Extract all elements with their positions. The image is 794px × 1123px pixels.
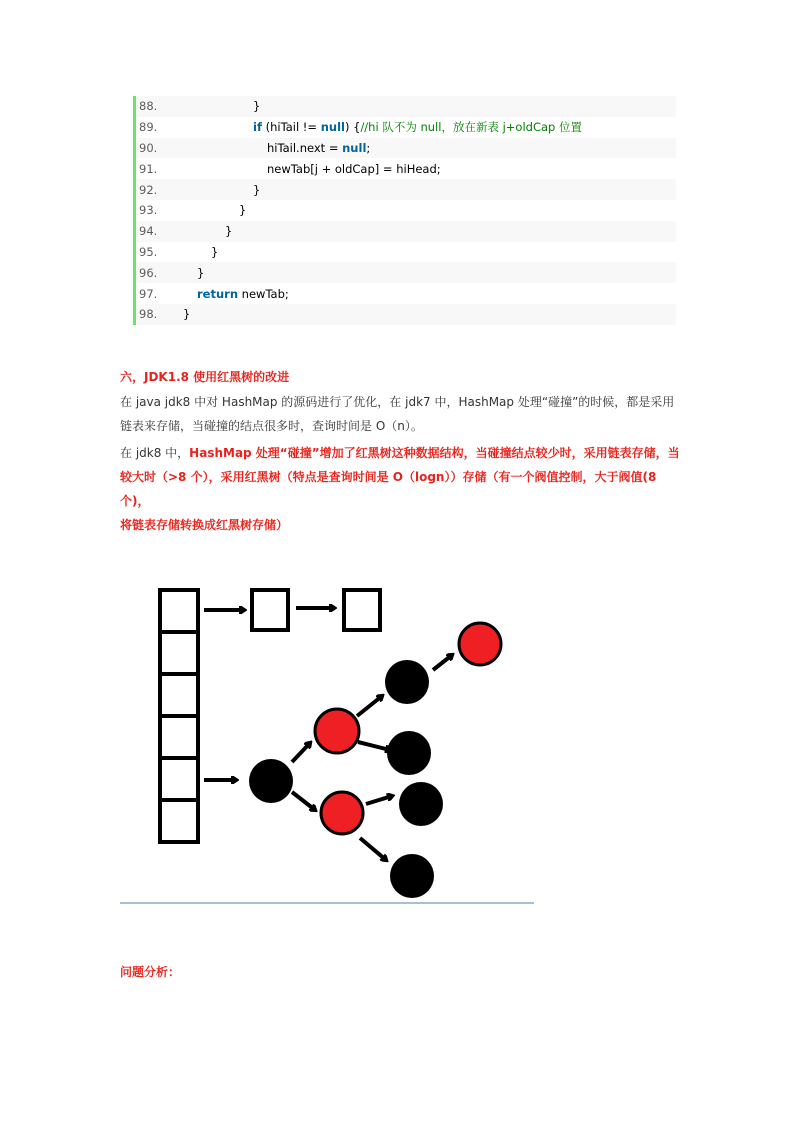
- code-line: [136, 283, 676, 304]
- red-black-tree-diagram: [120, 570, 520, 900]
- paragraph-2-highlight-3: 将链表存储转换成红黑树存储）: [120, 518, 289, 532]
- paragraph-1-line-1: 在 java jdk8 中对 HashMap 的源码进行了优化，在 jdk7 中，HashMap 处理“碰撞”的时候，都是采用: [120, 395, 675, 409]
- code-text: [167, 307, 190, 321]
- line-number: 89.: [139, 120, 158, 135]
- code-line: [136, 96, 676, 117]
- list-node: [252, 590, 288, 630]
- code-text: [167, 224, 232, 238]
- tree-node-red: [459, 623, 501, 665]
- code-token: ) {: [344, 120, 361, 135]
- code-text: [167, 99, 260, 113]
- code-line: [136, 262, 676, 283]
- line-number: 90.: [139, 140, 158, 155]
- line-number: 96.: [139, 265, 158, 280]
- tree-arrow: [292, 792, 315, 810]
- code-text: [167, 203, 246, 217]
- tree-node-black: [385, 660, 429, 704]
- tree-node-red: [315, 709, 359, 753]
- bucket-cell: [160, 800, 198, 842]
- problem-analysis-heading: 问题分析：: [120, 965, 181, 979]
- line-number: 95.: [139, 244, 158, 259]
- line-number: 97.: [139, 286, 158, 301]
- code-line: [136, 200, 676, 221]
- paragraph-2-prefix: 在 jdk8 中，: [120, 446, 190, 460]
- code-line: [136, 117, 676, 138]
- code-token: }: [239, 203, 247, 218]
- section-heading: 六，JDK1.8 使用红黑树的改进: [120, 370, 290, 384]
- code-text: [167, 245, 218, 259]
- code-comment: //hi 队不为 null，放在新表 j+oldCap 位置: [360, 120, 582, 135]
- code-token: }: [211, 244, 219, 259]
- tree-arrow: [433, 655, 452, 670]
- code-line: [136, 304, 676, 325]
- code-line: [136, 158, 676, 179]
- code-token: hiTail.next =: [267, 140, 343, 155]
- tree-arrow: [357, 696, 382, 716]
- paragraph-2-highlight-1: HashMap 处理“碰撞”增加了红黑树这种数据结构，当碰撞结点较少时，采用链表存储，当: [189, 446, 680, 460]
- code-text: [167, 162, 441, 176]
- code-keyword: return: [197, 286, 239, 301]
- bucket-cell: [160, 758, 198, 800]
- code-keyword: null: [320, 120, 345, 135]
- tree-arrow: [360, 838, 386, 860]
- code-line: [136, 138, 676, 159]
- code-keyword: if: [253, 120, 262, 135]
- code-line: [136, 221, 676, 242]
- code-token: (hiTail !=: [261, 120, 321, 135]
- code-block: [133, 96, 676, 325]
- paragraph-2: [120, 441, 680, 537]
- paragraph-1: [120, 390, 680, 438]
- bucket-cell: [160, 632, 198, 674]
- code-text: [167, 287, 289, 301]
- code-text: [167, 141, 370, 155]
- line-number: 91.: [139, 161, 158, 176]
- tree-arrow: [292, 743, 310, 762]
- code-token: }: [225, 224, 233, 239]
- code-token: newTab[j + oldCap] = hiHead;: [267, 161, 441, 176]
- code-line: [136, 179, 676, 200]
- tree-node-black: [387, 731, 431, 775]
- code-text: [167, 266, 204, 280]
- list-node: [344, 590, 380, 630]
- code-keyword: null: [342, 140, 367, 155]
- code-text: [167, 119, 582, 135]
- paragraph-2-line-1: [120, 441, 680, 465]
- bucket-cell: [160, 716, 198, 758]
- bucket-cell: [160, 674, 198, 716]
- code-token: }: [197, 265, 205, 280]
- tree-node-black: [249, 759, 293, 803]
- bucket-cell: [160, 590, 198, 632]
- tree-arrow: [366, 796, 392, 804]
- line-number: 98.: [139, 307, 158, 322]
- horizontal-rule: [120, 902, 534, 904]
- line-number: 92.: [139, 182, 158, 197]
- line-number: 93.: [139, 203, 158, 218]
- code-text: [167, 183, 260, 197]
- code-token: }: [183, 307, 191, 322]
- line-number: 88.: [139, 99, 158, 114]
- line-number: 94.: [139, 224, 158, 239]
- code-line: [136, 242, 676, 263]
- tree-node-black: [399, 782, 443, 826]
- paragraph-1-line-2: 链表来存储，当碰撞的结点很多时，查询时间是 O（n）。: [120, 419, 423, 433]
- code-token: newTab;: [238, 286, 289, 301]
- code-token: ;: [366, 140, 371, 155]
- tree-node-black: [390, 854, 434, 898]
- tree-node-red: [321, 792, 363, 834]
- paragraph-2-highlight-2: 较大时（>8 个），采用红黑树（特点是查询时间是 O（logn））存储（有一个阀值控制，大于阀值(8 个)，: [120, 470, 657, 508]
- tree-arrow: [358, 742, 390, 750]
- code-token: }: [253, 99, 261, 114]
- code-token: }: [253, 182, 261, 197]
